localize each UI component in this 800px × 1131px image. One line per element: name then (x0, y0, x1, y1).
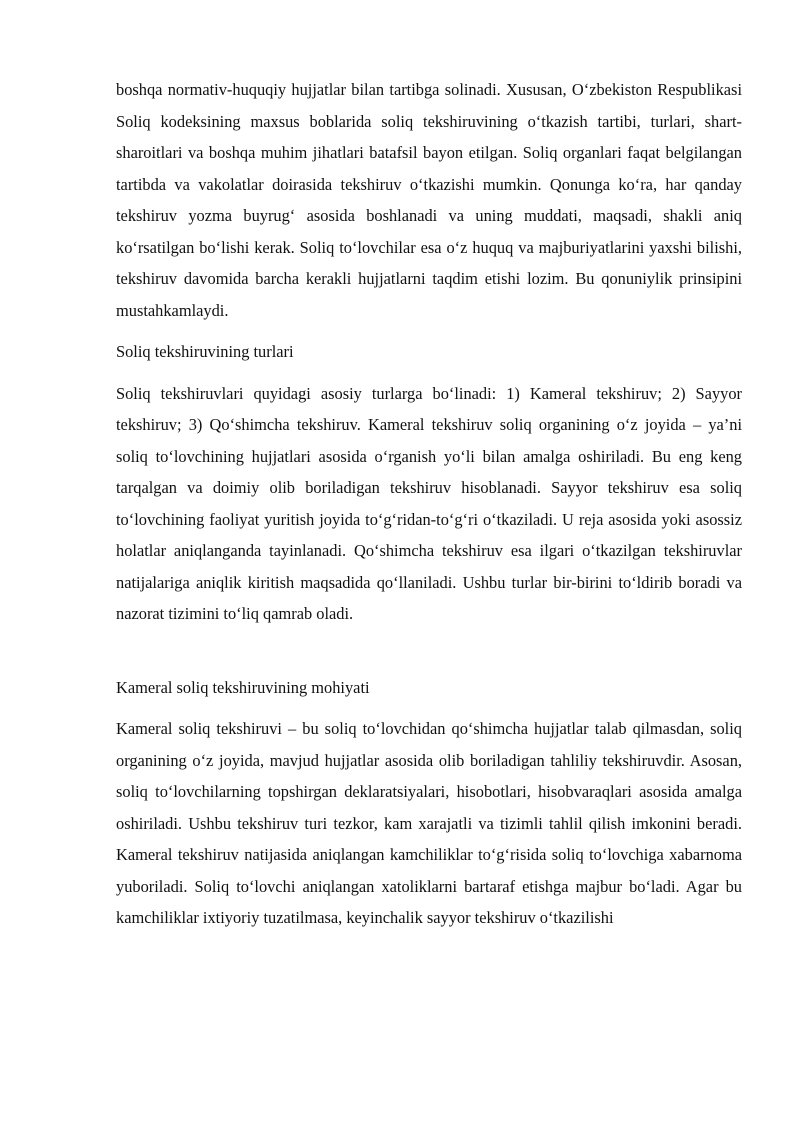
spacer (116, 368, 742, 378)
paragraph-inspection-types: Soliq tekshiruvlari quyidagi asosiy turlarga bo‘linadi: 1) Kameral tekshiruv; 2) Sayyor tekshiruv; 3) Qo‘shimcha tekshiruv. Kameral tekshiruv soliq organining o‘z joyida – ya’ni soliq to‘lovchining hujjatlari asosida o‘rganish yo‘li bilan amalga oshiriladi. Bu eng keng tarqalgan va doimiy olib boriladigan tekshiruv hisoblanadi. Sayyor tekshiruv esa soliq to‘lovchining faoliyat yuritish joyida to‘g‘ridan-to‘g‘ri o‘tkaziladi. U reja asosida yoki asossiz holatlar aniqlanganda tayinlanadi. Qo‘shimcha tekshiruv esa ilgari o‘tkazilgan tekshiruvlar natijalariga aniqlik kiritish maqsadida qo‘llaniladi. Ushbu turlar bir-birini to‘ldirib boradi va nazorat tizimini to‘liq qamrab oladi. (116, 383, 742, 623)
spacer (116, 703, 742, 713)
spacer (116, 630, 742, 672)
paragraph-desk-audit: Kameral soliq tekshiruvi – bu soliq to‘lovchidan qo‘shimcha hujjatlar talab qilmasdan, soliq organining o‘z joyida, mavjud hujjatlar asosida olib boriladigan tahliliy tekshiruvdir. Asosan, soliq to‘lovchilarning topshirgan deklaratsiyalari, hisobotlari, hisobvaraqlari asosida amalga oshiriladi. Ushbu tekshiruv turi tezkor, kam xarajatli va tizimli tahlil qilish imkonini beradi. Kameral tekshiruv natijasida aniqlangan kamchiliklar to‘g‘risida soliq to‘lovchiga xabarnoma yuboriladi. Soliq to‘lovchi aniqlangan xatoliklarni bartaraf etishga majbur bo‘ladi. Agar bu kamchiliklar ixtiyoriy tuzatilmasa, keyinchalik sayyor tekshiruv o‘tkazilishi (116, 719, 742, 927)
spacer (116, 326, 742, 336)
section-heading-desk-audit: Kameral soliq tekshiruvining mohiyati (116, 677, 370, 697)
document-body (116, 74, 742, 934)
paragraph-legal-basis: boshqa normativ-huquqiy hujjatlar bilan tartibga solinadi. Xususan, O‘zbekiston Respublikasi Soliq kodeksining maxsus boblarida soliq tekshiruvining o‘tkazish tartibi, turlari, shart-sharoitlari va boshqa muhim jihatlari batafsil bayon etilgan. Soliq organlari faqat belgilangan tartibda va vakolatlar doirasida tekshiruv o‘tkazishi mumkin. Qonunga ko‘ra, har qanday tekshiruv yozma buyrug‘ asosida boshlanadi va uning muddati, maqsadi, shakli aniq ko‘rsatilgan bo‘lishi kerak. Soliq to‘lovchilar esa o‘z huquq va majburiyatlarini yaxshi bilishi, tekshiruv davomida barcha kerakli hujjatlarni taqdim etishi lozim. Bu qonuniylik prinsipini mustahkamlaydi. (116, 80, 742, 320)
section-heading-types: Soliq tekshiruvining turlari (116, 342, 294, 361)
